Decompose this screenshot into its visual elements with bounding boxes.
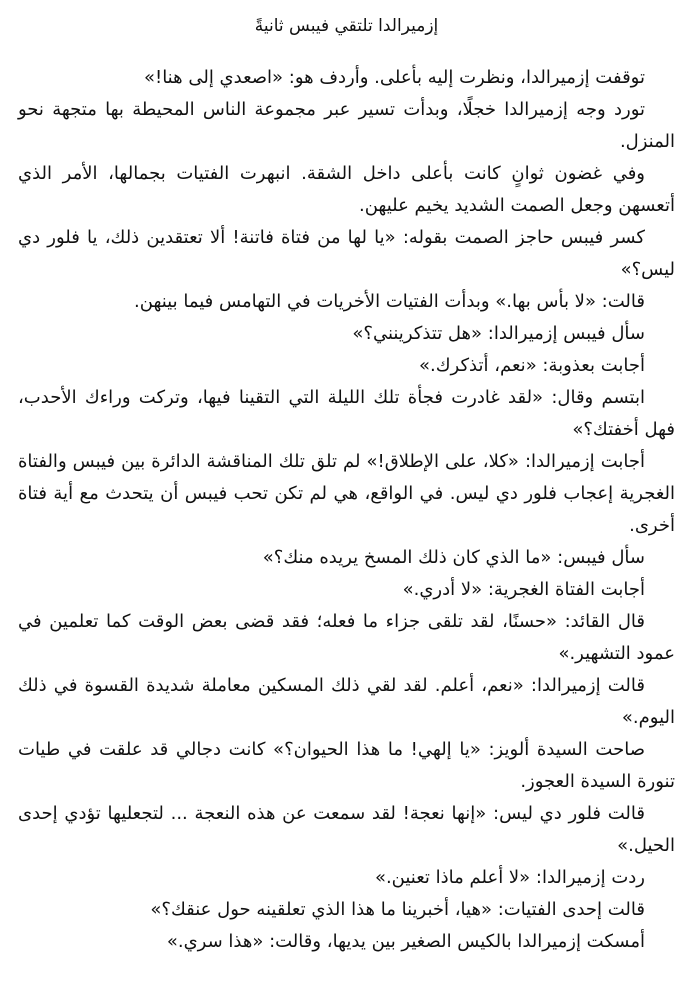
running-header: إزميرالدا تلتقي فيبس ثانيةً <box>254 16 439 36</box>
paragraph: قالت إزميرالدا: «نعم، أعلم. لقد لقي ذلك المسكين معاملة شديدة القسوة في ذلك اليوم.» <box>18 675 675 728</box>
paragraph: توقفت إزميرالدا، ونظرت إليه بأعلى. وأردف هو: «اصعدي إلى هنا!» <box>143 67 645 88</box>
paragraph: وفي غضون ثوانٍ كانت بأعلى داخل الشقة. انبهرت الفتيات بجمالها، الأمر الذي أتعسهن وجعل الصمت الشديد يخيم عليهن. <box>18 163 675 216</box>
paragraph: ردت إزميرالدا: «لا أعلم ماذا تعنين.» <box>374 867 645 888</box>
paragraph: قالت فلور دي ليس: «إنها نعجة! لقد سمعت عن هذه النعجة ... لتجعليها تؤدي إحدى الحيل.» <box>18 803 675 856</box>
paragraph: سأل فيبس إزميرالدا: «هل تتذكرينني؟» <box>352 323 645 344</box>
paragraph: كسر فيبس حاجز الصمت بقوله: «يا لها من فتاة فاتنة! ألا تعتقدين ذلك، يا فلور دي ليس؟» <box>18 227 675 280</box>
paragraph: قال القائد: «حسنًا، لقد تلقى جزاء ما فعله؛ فقد قضى بعض الوقت كما تعلمين في عمود التشهير.» <box>18 611 675 664</box>
paragraph: أجابت الفتاة الغجرية: «لا أدري.» <box>402 579 645 600</box>
paragraph: أمسكت إزميرالدا بالكيس الصغير بين يديها، وقالت: «هذا سري.» <box>166 931 645 952</box>
paragraph: أجابت بعذوبة: «نعم، أتذكرك.» <box>418 355 645 376</box>
paragraph: أجابت إزميرالدا: «كلا، على الإطلاق!» لم تلق تلك المناقشة الدائرة بين فيبس والفتاة الغجرية إعجاب فلور دي ليس. في الواقع، هي لم تكن تحب فيبس أن يتحدث مع أية فتاة أخرى. <box>18 451 675 536</box>
paragraph: قالت: «لا بأس بها.» وبدأت الفتيات الأخريات في التهامس فيما بينهن. <box>134 291 645 312</box>
paragraph: تورد وجه إزميرالدا خجلًا، وبدأت تسير عبر مجموعة الناس المحيطة بها متجهة نحو المنزل. <box>18 99 675 152</box>
paragraph: قالت إحدى الفتيات: «هيا، أخبرينا ما هذا الذي تعلقينه حول عنقك؟» <box>150 899 645 920</box>
page-body <box>18 62 675 958</box>
paragraph: ابتسم وقال: «لقد غادرت فجأة تلك الليلة التي التقينا فيها، وتركت وراءك الأحدب، فهل أخفتك؟» <box>18 387 675 440</box>
paragraph: سأل فيبس: «ما الذي كان ذلك المسخ يريده منك؟» <box>262 547 645 568</box>
paragraph: صاحت السيدة ألويز: «يا إلهي! ما هذا الحيوان؟» كانت دجالي قد علقت في طيات تنورة السيدة العجوز. <box>18 739 675 792</box>
